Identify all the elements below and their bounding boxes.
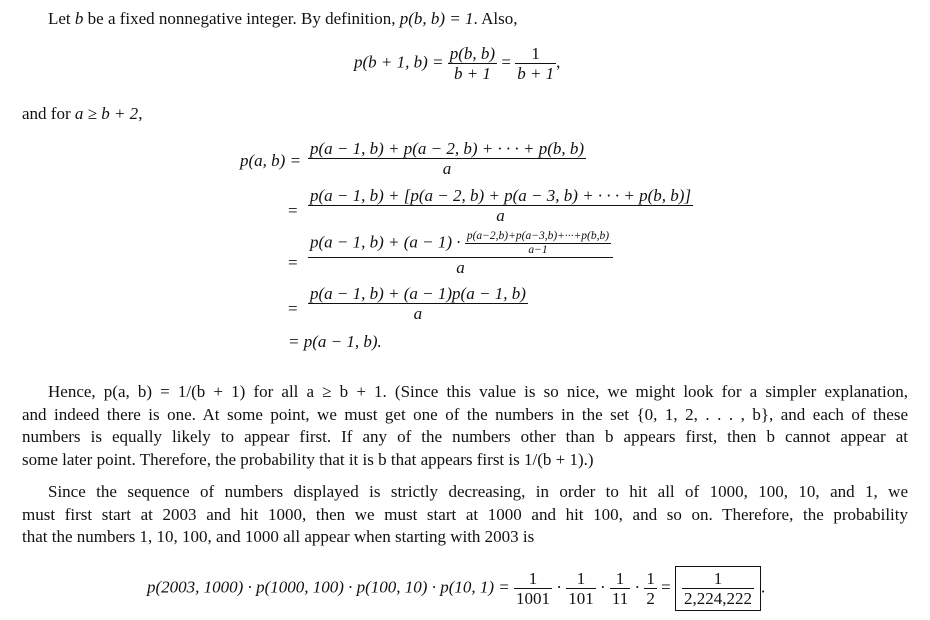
eq1-lhs: p(b + 1, b) = (354, 52, 444, 72)
intro-text-mid: be a fixed nonnegative integer. By definition, (83, 9, 400, 28)
derivation-line-5: = p(a − 1, b). (288, 332, 382, 351)
paragraph-sequence: Since the sequence of numbers displayed is strictly decreasing, in order to hit all of 1000, 100, 10, and 1, we must first start at 2003 and hit 1000, then we must start at 1000 and hit 100, and so on. Therefore, the probability that the numbers 1, 10, 100, and 1000 all appear when starting with 2003 is (22, 482, 908, 546)
intro-line (48, 8, 517, 30)
final-lhs: p(2003, 1000) · p(1000, 100) · p(100, 10) · p(10, 1) = (147, 577, 510, 597)
equation-base-case: p(b + 1, b) = $\frac{p(b, b)}{b + 1}$ = $\frac{1}{b + 1}$ , (354, 44, 561, 83)
derivation-line-1: $\frac{p(a - 1, b) + p(a - 2, b) + \cdot \cdot \cdot + p(b, b)}{a}$ (310, 139, 585, 178)
derivation-equals-4: = (288, 299, 298, 318)
answer-box (675, 566, 761, 611)
final-fraction-1: $\frac{1}{1001}$ (516, 569, 551, 608)
inner-fraction: $\frac{p(a-2,b)+p(a-3,b)+\cdot\cdot\cdot+p(b,b)}{a-1}$ (466, 230, 610, 256)
intro-text: Let (48, 9, 75, 28)
derivation-equals-3: = (288, 253, 298, 272)
final-fraction-4: $\frac{1}{2}$ (646, 569, 655, 608)
final-fraction-3: $\frac{1}{11}$ (611, 569, 629, 608)
eq1-equals: = (501, 52, 511, 72)
condition-line: and for a ≥ b + 2, (22, 104, 143, 123)
eq1-fraction-2: $\frac{1}{b + 1}$ (517, 44, 555, 83)
var-b: b (74, 9, 84, 28)
final-fraction-2: $\frac{1}{101}$ (568, 569, 594, 608)
derivation-lhs: p(a, b) = (240, 151, 302, 170)
answer-fraction: $\frac{1}{2,224,222}$ (684, 569, 752, 608)
derivation-equals-2: = (288, 201, 298, 220)
condition-math: a ≥ b + 2 (74, 104, 139, 123)
intro-text-post: . Also, (473, 9, 518, 28)
paragraph-explanation: Hence, p(a, b) = 1/(b + 1) for all a ≥ b + 1. (Since this value is so nice, we might look for a simpler explanation, and indeed there is one. At some point, we must get one of the numbers in the set {0, 1, 2, . . . , b}, and each of these numbers is equally likely to appear first. If any of the numbers other than b appears first, then b cannot appear at some later point. Therefore, the probability that it is b that appears first is 1/(b + 1).) (22, 382, 908, 469)
definition-math: p(b, b) = 1 (399, 9, 474, 28)
eq1-fraction-1: $\frac{p(b, b)}{b + 1}$ (449, 44, 496, 83)
derivation-line-4: $\frac{p(a - 1, b) + (a - 1)p(a - 1, b)}{a}$ (310, 284, 526, 323)
final-equation: p(2003, 1000) · p(1000, 100) · p(100, 10) · p(10, 1) = $\frac{1}{1001}$ · $\frac{1}{101}$ · $\frac{1}{11}$ · $\frac{1}{2}$ = $\frac{1}{2,224,222}$ . (147, 566, 765, 611)
derivation-line-3: p(a − 1, b) + (a − 1) · $\frac{p(a-2,b)+p(a-3,b)+\cdot\cdot\cdot+p(b,b)}{a-1}$ a (308, 230, 613, 277)
derivation-line-2: $\frac{p(a - 1, b) + [p(a - 2, b) + p(a - 3, b) + \cdot \cdot \cdot + p(b, b)]}{a}$ (310, 186, 692, 225)
